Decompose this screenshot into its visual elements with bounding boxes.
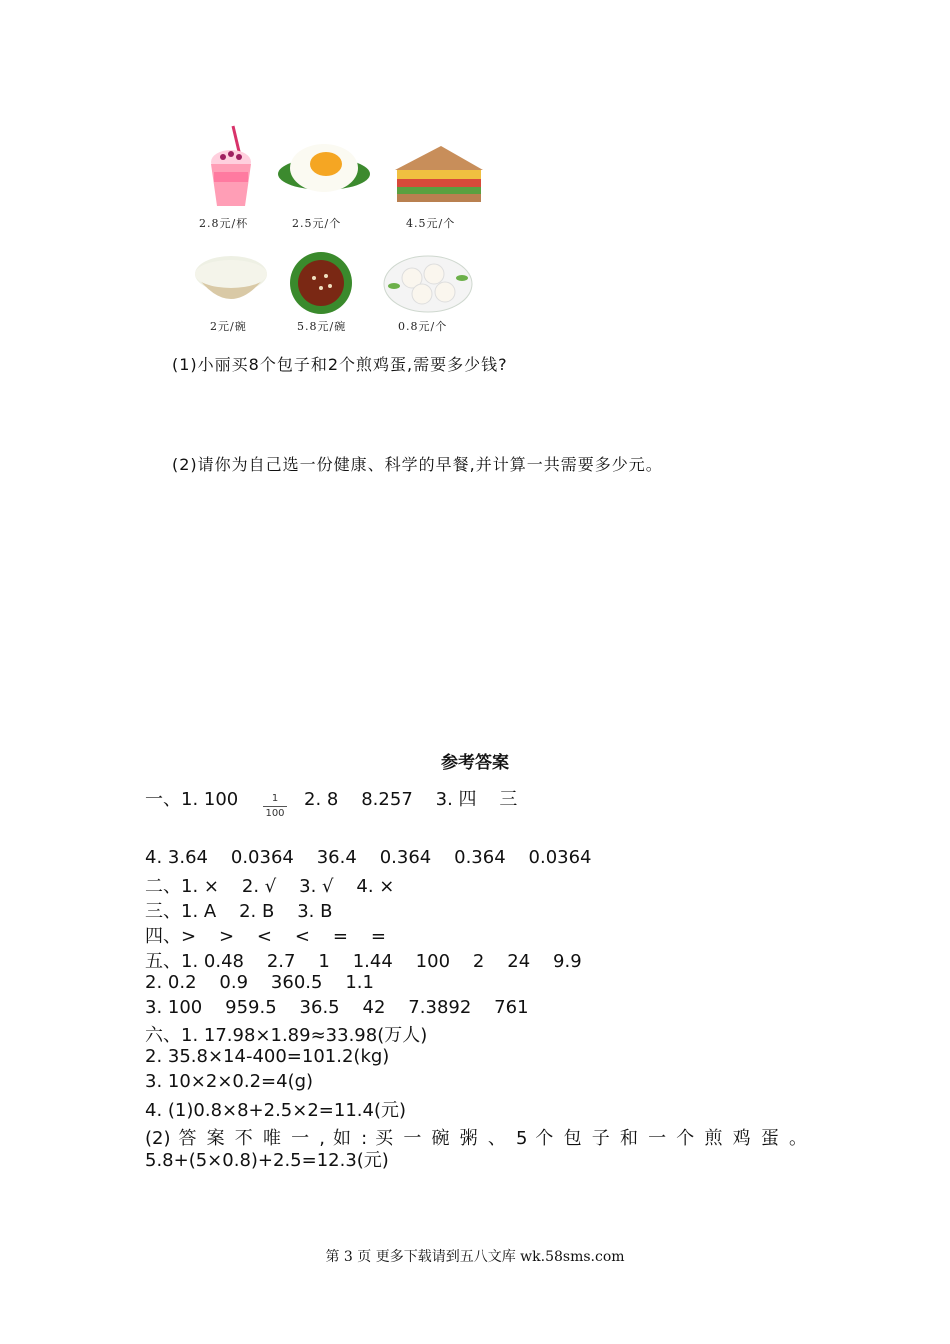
answer-line: (2) 答 案 不 唯 一 , 如 : 买 一 碗 粥 、 5 个 包 子 和 一 个 煎 鸡 蛋 。: [145, 1128, 807, 1149]
price-label: 0.8元/个: [398, 320, 448, 333]
answers-title: 参考答案: [441, 753, 509, 773]
question-1: (1)小丽买8个包子和2个煎鸡蛋,需要多少钱?: [172, 355, 508, 374]
answer-line: 2. 35.8×14-400=101.2(kg): [145, 1046, 390, 1067]
answer-line: 四、> > < < = =: [145, 926, 386, 947]
answer-line: 二、1. × 2. √ 3. √ 4. ×: [145, 876, 395, 897]
price-label: 2元/碗: [210, 320, 247, 333]
answer-line: 3. 10×2×0.2=4(g): [145, 1071, 314, 1092]
fraction: [263, 792, 287, 821]
answer-line: 3. 100 959.5 36.5 42 7.3892 761: [145, 997, 529, 1018]
question-2: (2)请你为自己选一份健康、科学的早餐,并计算一共需要多少元。: [172, 455, 663, 474]
answer-line: 一、1. 100: [145, 789, 239, 810]
answer-line: 2. 0.2 0.9 360.5 1.1: [145, 972, 374, 993]
answer-line: 三、1. A 2. B 3. B: [145, 901, 333, 922]
answer-line: 4. (1)0.8×8+2.5×2=11.4(元): [145, 1100, 406, 1121]
answer-line: 4. 3.64 0.0364 36.4 0.364 0.364 0.0364: [145, 847, 592, 868]
fraction-numerator: 1: [263, 792, 287, 807]
sandwich-image: [391, 140, 487, 206]
fried-egg-image: [276, 138, 372, 200]
price-label: 2.8元/杯: [199, 217, 249, 230]
answer-line: 2. 8 8.257 3. 四 三: [304, 789, 518, 810]
price-label: 5.8元/碗: [297, 320, 347, 333]
milk-tea-image: [203, 124, 259, 210]
porridge-bowl-image: [288, 250, 354, 316]
answer-line: 5.8+(5×0.8)+2.5=12.3(元): [145, 1150, 389, 1171]
price-label: 4.5元/个: [406, 217, 456, 230]
rice-bowl-image: [190, 252, 272, 314]
fraction-denominator: 100: [265, 808, 285, 819]
answer-line: 五、1. 0.48 2.7 1 1.44 100 2 24 9.9: [145, 951, 582, 972]
price-label: 2.5元/个: [292, 217, 342, 230]
answer-line: 六、1. 17.98×1.89≈33.98(万人): [145, 1025, 428, 1046]
steamed-buns-image: [382, 252, 474, 314]
page-footer: 第 3 页 更多下载请到五八文库 wk.58sms.com: [325, 1249, 625, 1265]
